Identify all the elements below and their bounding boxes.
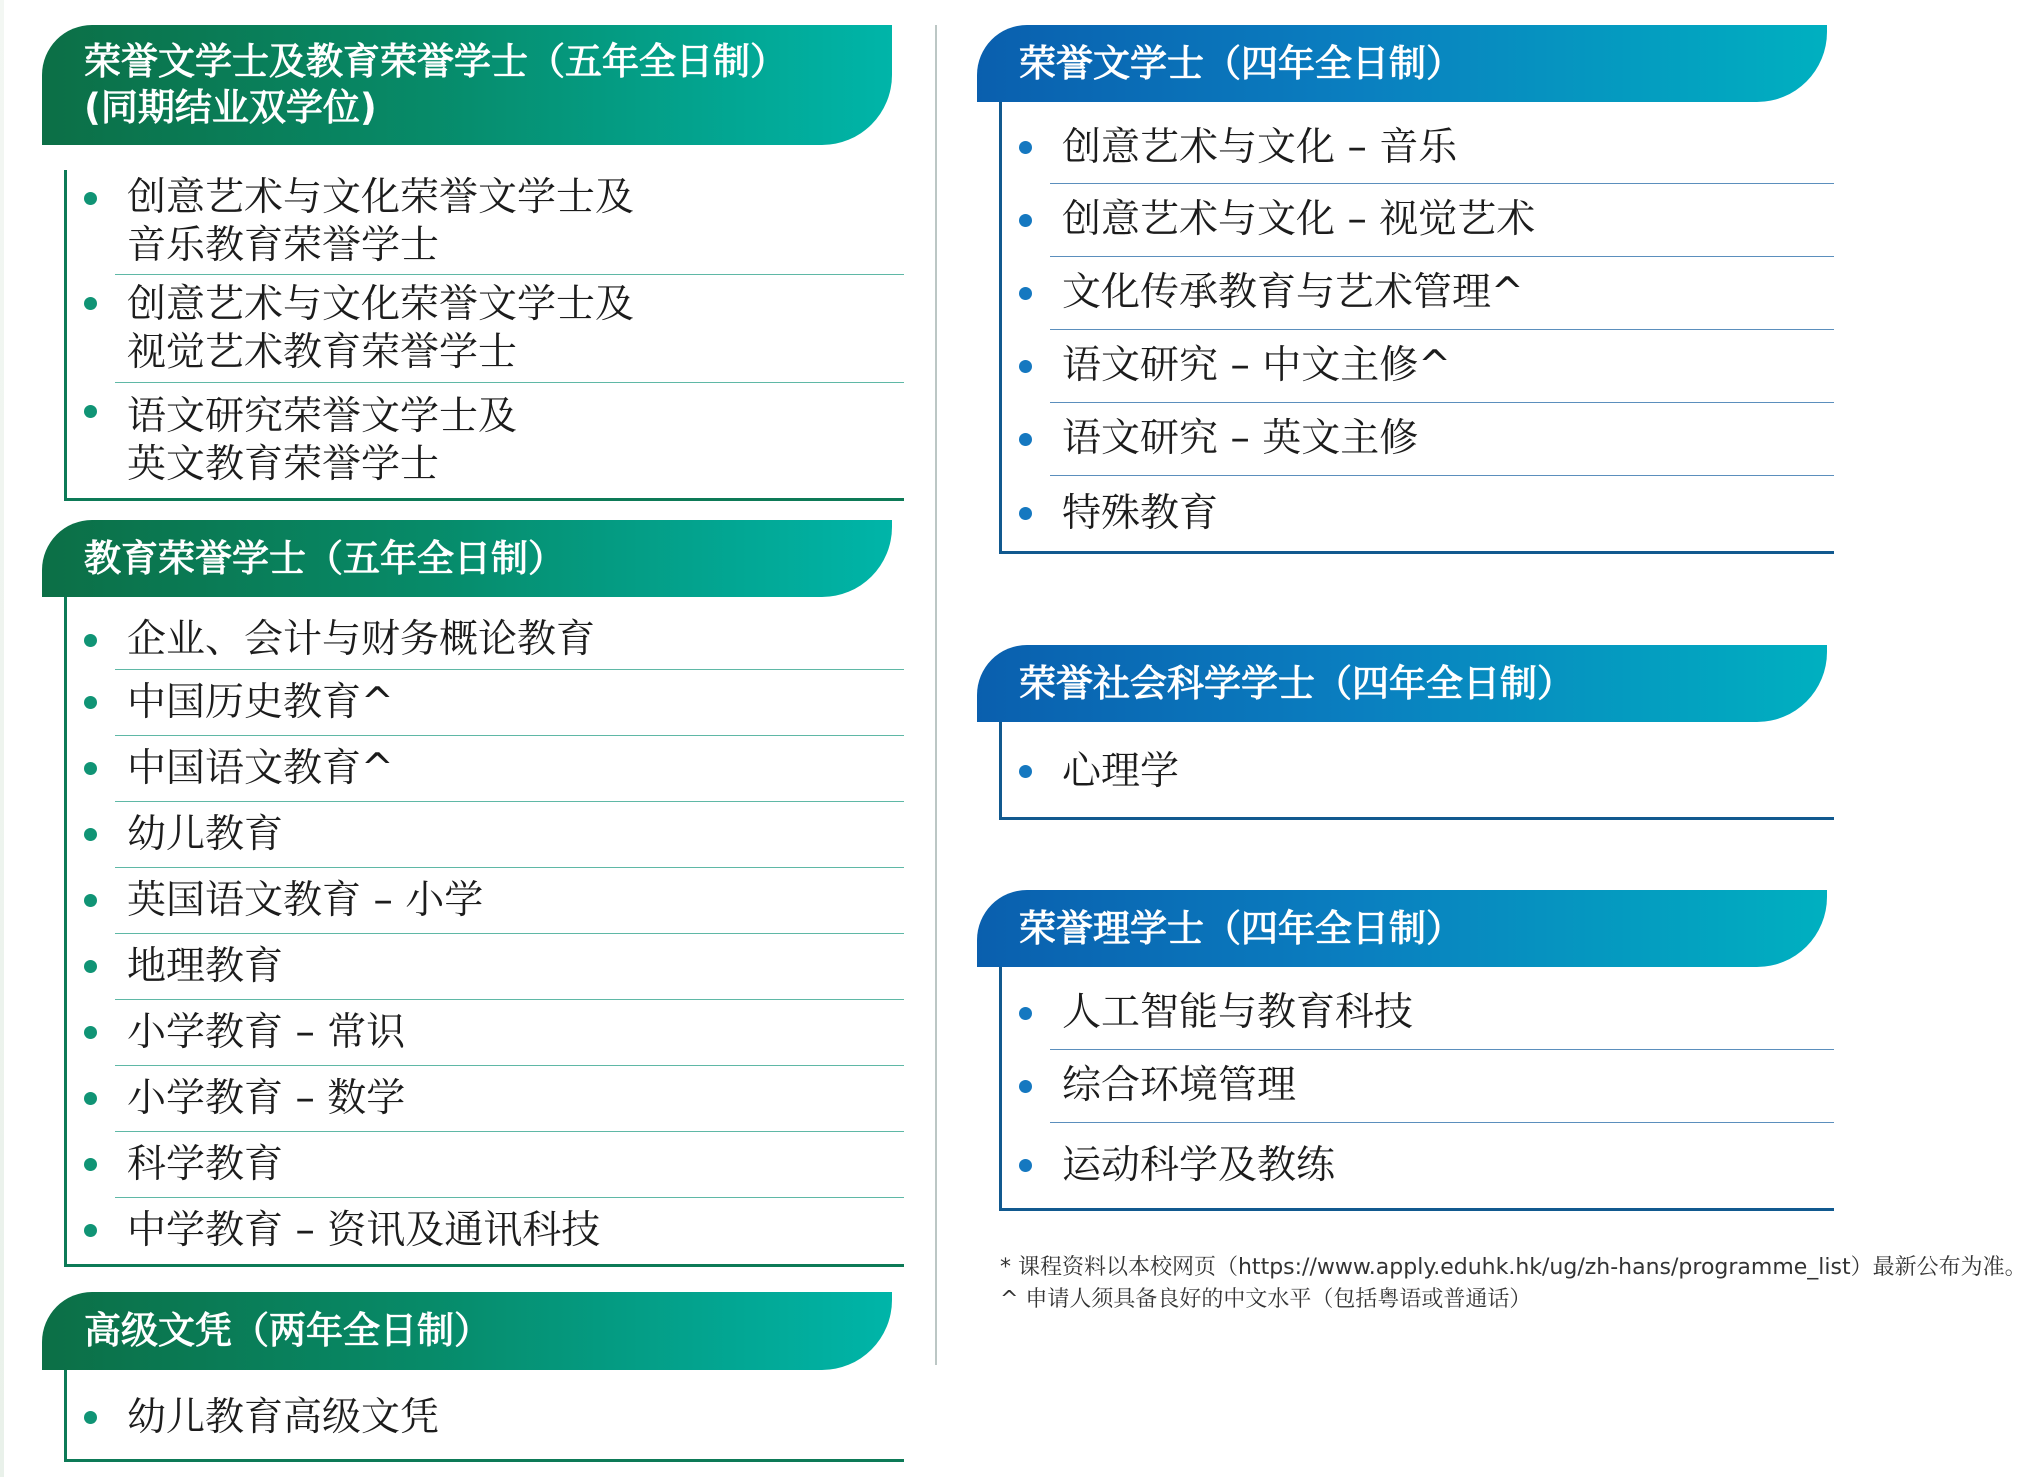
programme-name: 语文研究荣誉文学士及	[127, 393, 518, 439]
footnotes	[1000, 1252, 2027, 1316]
bullet-icon	[84, 1158, 97, 1171]
programme-name: 幼儿教育	[127, 811, 284, 857]
section-title-banner	[977, 890, 1827, 967]
programme-name: 音乐教育荣誉学士	[127, 223, 440, 268]
programme-name: 中学教育 – 资讯及通讯科技	[127, 1208, 601, 1253]
programme-name: 小学教育 – 数学	[127, 1075, 406, 1121]
programme-item	[1050, 1050, 1834, 1123]
programme-item	[115, 611, 904, 670]
programme-list-box	[64, 170, 904, 501]
programme-name: 幼儿教育高级文凭	[127, 1395, 440, 1440]
column-divider	[935, 25, 937, 1365]
bullet-icon	[84, 762, 97, 775]
programme-name: 科学教育	[127, 1141, 284, 1187]
programme-item	[1050, 476, 1834, 551]
programme-name: 创意艺术与文化荣誉文学士及	[127, 281, 635, 327]
programme-item	[115, 1066, 904, 1132]
bullet-icon	[1019, 1007, 1032, 1020]
programme-name: 语文研究 – 中文主修^	[1062, 343, 1451, 388]
programme-item	[115, 1377, 904, 1459]
programme-list-box	[999, 967, 1834, 1211]
programme-name: 综合环境管理	[1062, 1063, 1297, 1108]
bullet-icon	[1019, 287, 1032, 300]
bullet-icon	[1019, 1159, 1032, 1172]
programme-name: 中国历史教育^	[127, 679, 394, 725]
programme-item	[1050, 184, 1834, 257]
section-title-banner	[42, 520, 892, 597]
bullet-icon	[1019, 765, 1032, 778]
bullet-icon	[1019, 507, 1032, 520]
section-title-banner	[42, 1292, 892, 1370]
programme-list-box	[64, 597, 904, 1267]
programme-name: 英文教育荣誉学士	[127, 441, 440, 487]
section-title-banner	[42, 25, 892, 145]
programme-name: 创意艺术与文化 – 音乐	[1062, 124, 1458, 170]
bullet-icon	[84, 960, 97, 973]
section-title-line: 荣誉文学士及教育荣誉学士（五年全日制）	[84, 40, 787, 83]
footnote-chinese-requirement: ^ 申请人须具备良好的中文水平（包括粤语或普通话）	[1000, 1287, 1532, 1312]
programme-item	[1050, 112, 1834, 184]
bullet-icon	[84, 1224, 97, 1237]
section-title-line: 荣誉文学士（四年全日制）	[1019, 41, 1463, 85]
programme-item	[115, 1132, 904, 1198]
programme-item	[115, 670, 904, 736]
bullet-icon	[84, 405, 97, 418]
bullet-icon	[84, 634, 97, 647]
programme-list-box	[999, 102, 1834, 554]
programme-name: 心理学	[1062, 749, 1180, 794]
bullet-icon	[84, 828, 97, 841]
bullet-icon	[1019, 1080, 1032, 1093]
bullet-icon	[84, 1411, 97, 1424]
programme-name: 特殊教育	[1062, 490, 1219, 536]
programme-name: 人工智能与教育科技	[1062, 990, 1414, 1035]
programme-name: 中国语文教育^	[127, 745, 394, 791]
programme-list-box	[999, 722, 1834, 820]
bullet-icon	[84, 192, 97, 205]
programme-item	[1050, 330, 1834, 403]
programme-item	[115, 802, 904, 868]
programme-item	[1050, 257, 1834, 330]
bullet-icon	[84, 1092, 97, 1105]
programme-item	[115, 275, 904, 383]
programme-item	[115, 736, 904, 802]
footnote-programme-info: * 课程资料以本校网页（https://www.apply.eduhk.hk/ug/zh-hans/programme_list）最新公布为准。	[1000, 1255, 2027, 1280]
bullet-icon	[84, 894, 97, 907]
section-title-line: 高级文凭（两年全日制）	[84, 1309, 491, 1352]
programme-name: 创意艺术与文化荣誉文学士及	[127, 175, 635, 220]
programme-item	[1050, 403, 1834, 476]
bullet-icon	[1019, 360, 1032, 373]
programme-name: 视觉艺术教育荣誉学士	[127, 329, 518, 375]
programme-name: 运动科学及教练	[1062, 1142, 1336, 1188]
section-title-banner	[977, 645, 1827, 722]
bullet-icon	[1019, 214, 1032, 227]
programme-item	[115, 383, 904, 498]
programme-name: 英国语文教育 – 小学	[127, 877, 484, 923]
programme-item	[1050, 977, 1834, 1050]
section-title-line: (同期结业双学位)	[84, 86, 377, 129]
programme-name: 企业、会计与财务概论教育	[127, 617, 596, 662]
programme-name: 语文研究 – 英文主修	[1062, 416, 1419, 461]
bullet-icon	[1019, 141, 1032, 154]
programme-item	[115, 170, 904, 275]
page-edge-decoration	[0, 0, 4, 1477]
bullet-icon	[1019, 433, 1032, 446]
programme-item	[115, 1198, 904, 1264]
programme-item	[115, 934, 904, 1000]
programme-name: 地理教育	[127, 943, 284, 989]
programme-list-box	[64, 1370, 904, 1462]
programme-name: 文化传承教育与艺术管理^	[1062, 270, 1524, 315]
bullet-icon	[84, 297, 97, 310]
programme-item	[1050, 1123, 1834, 1208]
programme-item	[115, 1000, 904, 1066]
section-title-line: 荣誉社会科学学士（四年全日制）	[1019, 661, 1574, 705]
programme-item	[115, 868, 904, 934]
section-title-banner	[977, 25, 1827, 102]
programme-name: 创意艺术与文化 – 视觉艺术	[1062, 197, 1536, 242]
bullet-icon	[84, 696, 97, 709]
section-title-line: 教育荣誉学士（五年全日制）	[84, 536, 565, 580]
bullet-icon	[84, 1026, 97, 1039]
section-title-line: 荣誉理学士（四年全日制）	[1019, 906, 1463, 950]
programme-item	[1050, 727, 1834, 817]
programme-name: 小学教育 – 常识	[127, 1009, 406, 1055]
